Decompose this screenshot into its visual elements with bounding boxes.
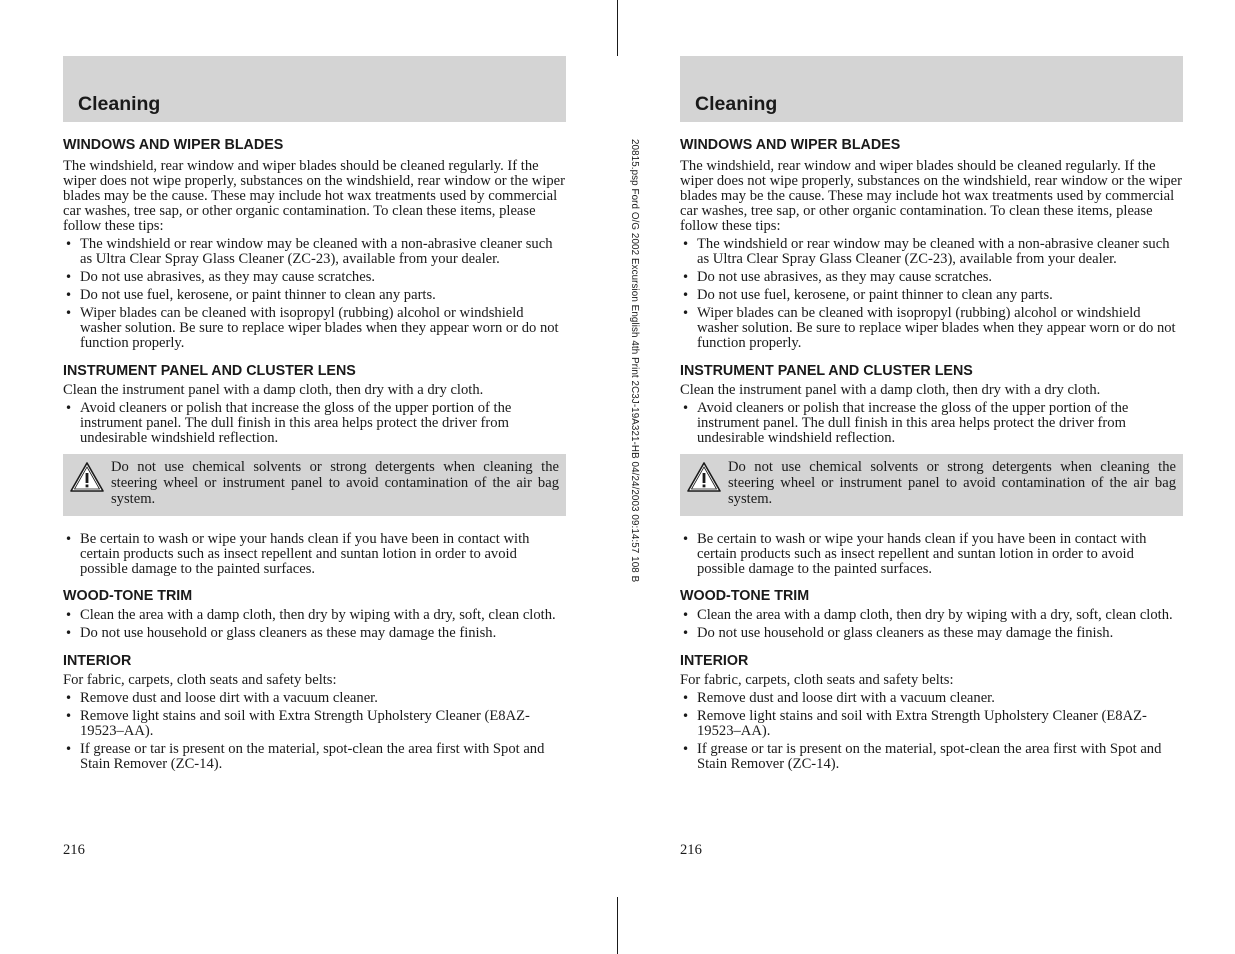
section-instrument xyxy=(680,363,1183,577)
bullet-list xyxy=(63,532,566,577)
warning-triangle-icon xyxy=(69,461,105,493)
section-wood-trim xyxy=(63,588,566,641)
section-heading: WINDOWS AND WIPER BLADES xyxy=(63,137,284,153)
section-heading: WOOD-TONE TRIM xyxy=(63,588,193,604)
page-header xyxy=(63,56,566,122)
warning-box xyxy=(680,454,1183,516)
bullet-list xyxy=(680,532,1183,577)
list-item: • Remove light stains and soil with Extra Strength Upholstery Cleaner (E8AZ-19523–AA). xyxy=(63,709,566,739)
list-item: • The windshield or rear window may be cleaned with a non-abrasive cleaner such as Ultra Clear Spray Glass Cleaner (ZC-23), available from your dealer. xyxy=(63,237,566,267)
section-heading: WOOD-TONE TRIM xyxy=(680,588,810,604)
page-content xyxy=(63,137,566,772)
section-intro: The windshield, rear window and wiper blades should be cleaned regularly. If the wiper does not wipe properly, substances on the windshield, rear window or the wiper blades may be the cause. These may include hot wax treatments used by commercial car washes, tree sap, or other organic contamination. To clean these items, please follow these tips: xyxy=(63,158,566,234)
section-intro: For fabric, carpets, cloth seats and safety belts: xyxy=(63,672,337,688)
list-item: • Avoid cleaners or polish that increase the gloss of the upper portion of the instrument panel. The dull finish in this area helps protect the driver from undesirable windshield reflection. xyxy=(680,401,1183,446)
section-heading: WINDOWS AND WIPER BLADES xyxy=(680,137,901,153)
warning-box xyxy=(63,454,566,516)
bullet-list xyxy=(63,691,566,772)
print-metadata-note: 20815.psp Ford O/G 2002 Excursion English 4th Print 2C3J-19A321-HB 04/24/2003 09:14:57 108 B xyxy=(629,139,640,583)
section-wood-trim xyxy=(680,588,1183,641)
list-item: • Clean the area with a damp cloth, then dry by wiping with a dry, soft, clean cloth. xyxy=(680,608,1183,623)
bullet-list xyxy=(63,401,566,446)
list-item: • Wiper blades can be cleaned with isopropyl (rubbing) alcohol or windshield washer solution. Be sure to replace wiper blades when they appear worn or do not function properly. xyxy=(63,306,566,351)
list-item: • Do not use abrasives, as they may cause scratches. xyxy=(63,270,566,285)
list-item: • Remove dust and loose dirt with a vacuum cleaner. xyxy=(680,691,1183,706)
section-heading: INTERIOR xyxy=(680,653,749,669)
bullet-list xyxy=(63,608,566,641)
section-intro: For fabric, carpets, cloth seats and safety belts: xyxy=(680,672,954,688)
bullet-list xyxy=(680,401,1183,446)
right-page xyxy=(680,56,1183,772)
crop-mark-bottom xyxy=(617,897,618,954)
bullet-list xyxy=(680,608,1183,641)
page-number: 216 xyxy=(63,842,85,858)
crop-mark-top xyxy=(617,0,618,56)
list-item: • The windshield or rear window may be cleaned with a non-abrasive cleaner such as Ultra Clear Spray Glass Cleaner (ZC-23), available from your dealer. xyxy=(680,237,1183,267)
warning-triangle-icon xyxy=(686,461,722,493)
warning-text: Do not use chemical solvents or strong detergents when cleaning the steering wheel or instrument panel to avoid contamination of the air bag system. xyxy=(728,459,1176,507)
list-item: • Clean the area with a damp cloth, then dry by wiping with a dry, soft, clean cloth. xyxy=(63,608,566,623)
section-heading: INTERIOR xyxy=(63,653,132,669)
list-item: • If grease or tar is present on the material, spot-clean the area first with Spot and Stain Remover (ZC-14). xyxy=(63,742,566,772)
section-interior xyxy=(680,653,1183,772)
page-title: Cleaning xyxy=(78,93,161,115)
section-intro: Clean the instrument panel with a damp cloth, then dry with a dry cloth. xyxy=(63,382,484,398)
list-item: • Do not use fuel, kerosene, or paint thinner to clean any parts. xyxy=(680,288,1183,303)
list-item: • Remove dust and loose dirt with a vacuum cleaner. xyxy=(63,691,566,706)
list-item: • Do not use household or glass cleaners as these may damage the finish. xyxy=(63,626,566,641)
list-item: • Be certain to wash or wipe your hands clean if you have been in contact with certain products such as insect repellent and suntan lotion in order to avoid possible damage to the painted surfaces. xyxy=(63,532,566,577)
list-item: • Be certain to wash or wipe your hands clean if you have been in contact with certain products such as insect repellent and suntan lotion in order to avoid possible damage to the painted surfaces. xyxy=(680,532,1183,577)
list-item: • Do not use fuel, kerosene, or paint thinner to clean any parts. xyxy=(63,288,566,303)
list-item: • Avoid cleaners or polish that increase the gloss of the upper portion of the instrument panel. The dull finish in this area helps protect the driver from undesirable windshield reflection. xyxy=(63,401,566,446)
section-heading: INSTRUMENT PANEL AND CLUSTER LENS xyxy=(680,363,973,379)
page-content xyxy=(680,137,1183,772)
section-interior xyxy=(63,653,566,772)
section-windows xyxy=(63,137,566,351)
bullet-list xyxy=(680,691,1183,772)
section-windows xyxy=(680,137,1183,351)
section-instrument xyxy=(63,363,566,577)
list-item: • Do not use abrasives, as they may cause scratches. xyxy=(680,270,1183,285)
list-item: • If grease or tar is present on the material, spot-clean the area first with Spot and Stain Remover (ZC-14). xyxy=(680,742,1183,772)
section-intro: The windshield, rear window and wiper blades should be cleaned regularly. If the wiper does not wipe properly, substances on the windshield, rear window or the wiper blades may be the cause. These may include hot wax treatments used by commercial car washes, tree sap, or other organic contamination. To clean these items, please follow these tips: xyxy=(680,158,1183,234)
bullet-list xyxy=(63,237,566,351)
left-page xyxy=(63,56,566,772)
list-item: • Remove light stains and soil with Extra Strength Upholstery Cleaner (E8AZ-19523–AA). xyxy=(680,709,1183,739)
warning-text: Do not use chemical solvents or strong detergents when cleaning the steering wheel or instrument panel to avoid contamination of the air bag system. xyxy=(111,459,559,507)
page-number: 216 xyxy=(680,842,702,858)
page-header xyxy=(680,56,1183,122)
page-title: Cleaning xyxy=(695,93,778,115)
section-intro: Clean the instrument panel with a damp cloth, then dry with a dry cloth. xyxy=(680,382,1101,398)
list-item: • Wiper blades can be cleaned with isopropyl (rubbing) alcohol or windshield washer solution. Be sure to replace wiper blades when they appear worn or do not function properly. xyxy=(680,306,1183,351)
list-item: • Do not use household or glass cleaners as these may damage the finish. xyxy=(680,626,1183,641)
bullet-list xyxy=(680,237,1183,351)
section-heading: INSTRUMENT PANEL AND CLUSTER LENS xyxy=(63,363,356,379)
